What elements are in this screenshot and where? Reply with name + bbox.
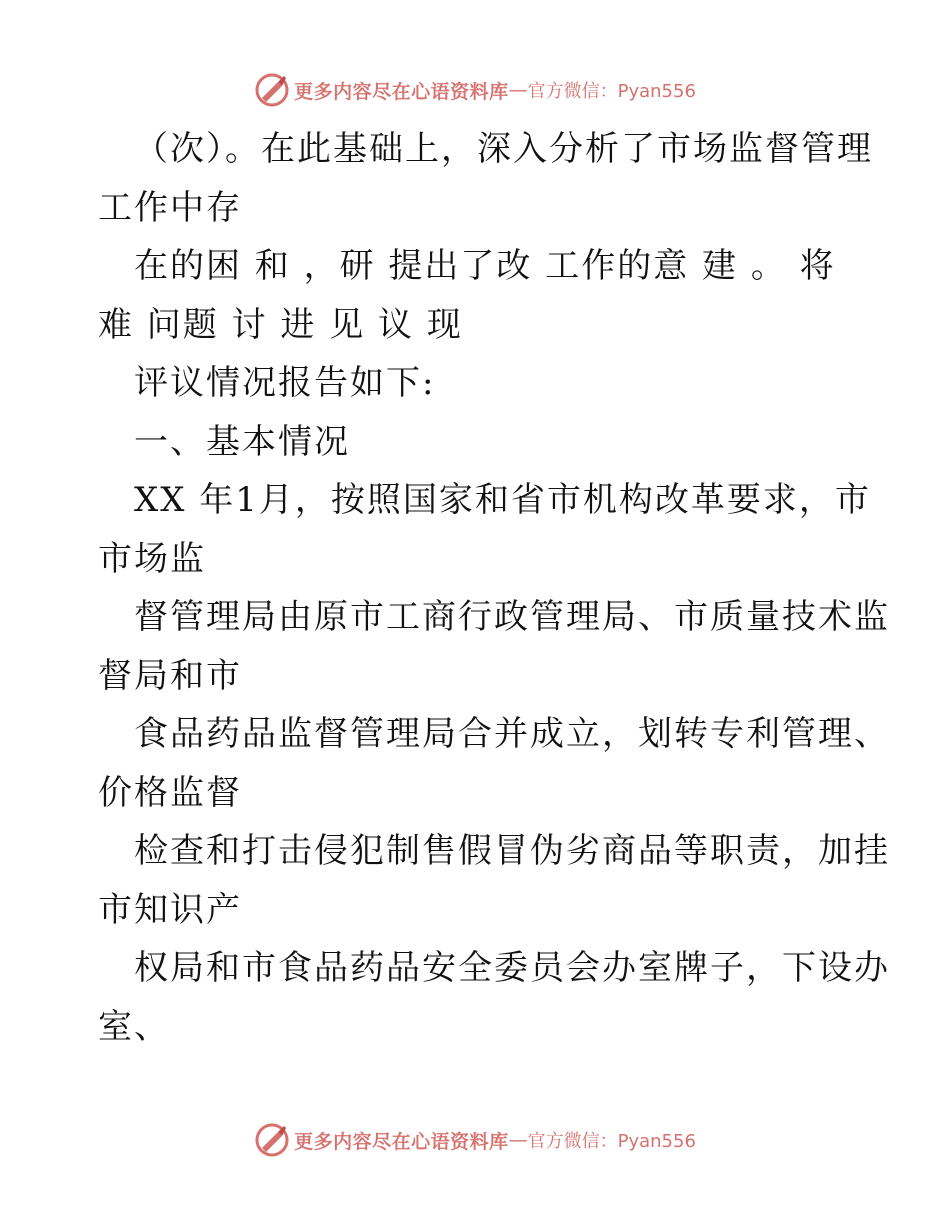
pen-logo-icon — [254, 72, 290, 108]
text-line: 督管理局由原市工商行政管理局、市质量技术监 — [134, 597, 890, 637]
banner-separator: — — [508, 1129, 528, 1151]
header-watermark-banner — [0, 68, 950, 112]
text-line: 检查和打击侵犯制售假冒伪劣商品等职责，加挂 — [134, 831, 890, 871]
pen-logo-icon — [254, 1122, 290, 1158]
text-line: 室、 — [98, 1006, 170, 1047]
banner-separator: — — [508, 79, 528, 101]
text-line: 价格监督 — [98, 772, 242, 813]
banner-sub-text: 官方微信：Pyan556 — [527, 81, 696, 102]
text-line: 权局和市食品药品安全委员会办室牌子，下设办 — [134, 948, 890, 988]
banner-main-text: 更多内容尽在心语资料库 — [294, 80, 509, 103]
section-heading: 一、基本情况 — [134, 421, 350, 462]
text-line: 工作中存 — [98, 187, 242, 228]
text-line: 督局和市 — [98, 655, 242, 696]
text-line: 市场监 — [98, 538, 206, 579]
text-line: 难 问题 讨 进 见 议 现 — [98, 304, 463, 345]
document-body — [98, 120, 890, 1056]
banner-sub-text: 官方微信：Pyan556 — [527, 1131, 696, 1152]
text-line: 食品药品监督管理局合并成立，划转专利管理、 — [134, 714, 890, 754]
text-line: XX 年1月，按照国家和省市机构改革要求，市 — [134, 480, 871, 520]
text-line: 评议情况报告如下: — [134, 363, 436, 403]
text-line: 市知识产 — [98, 889, 242, 930]
footer-watermark-banner — [0, 1118, 950, 1162]
text-line: 在的困 和 ，研 提出了改 工作的意 建 。 将 — [134, 246, 836, 286]
banner-main-text: 更多内容尽在心语资料库 — [294, 1130, 509, 1153]
text-line: （次）。在此基础上，深入分析了市场监督管理 — [134, 129, 873, 169]
